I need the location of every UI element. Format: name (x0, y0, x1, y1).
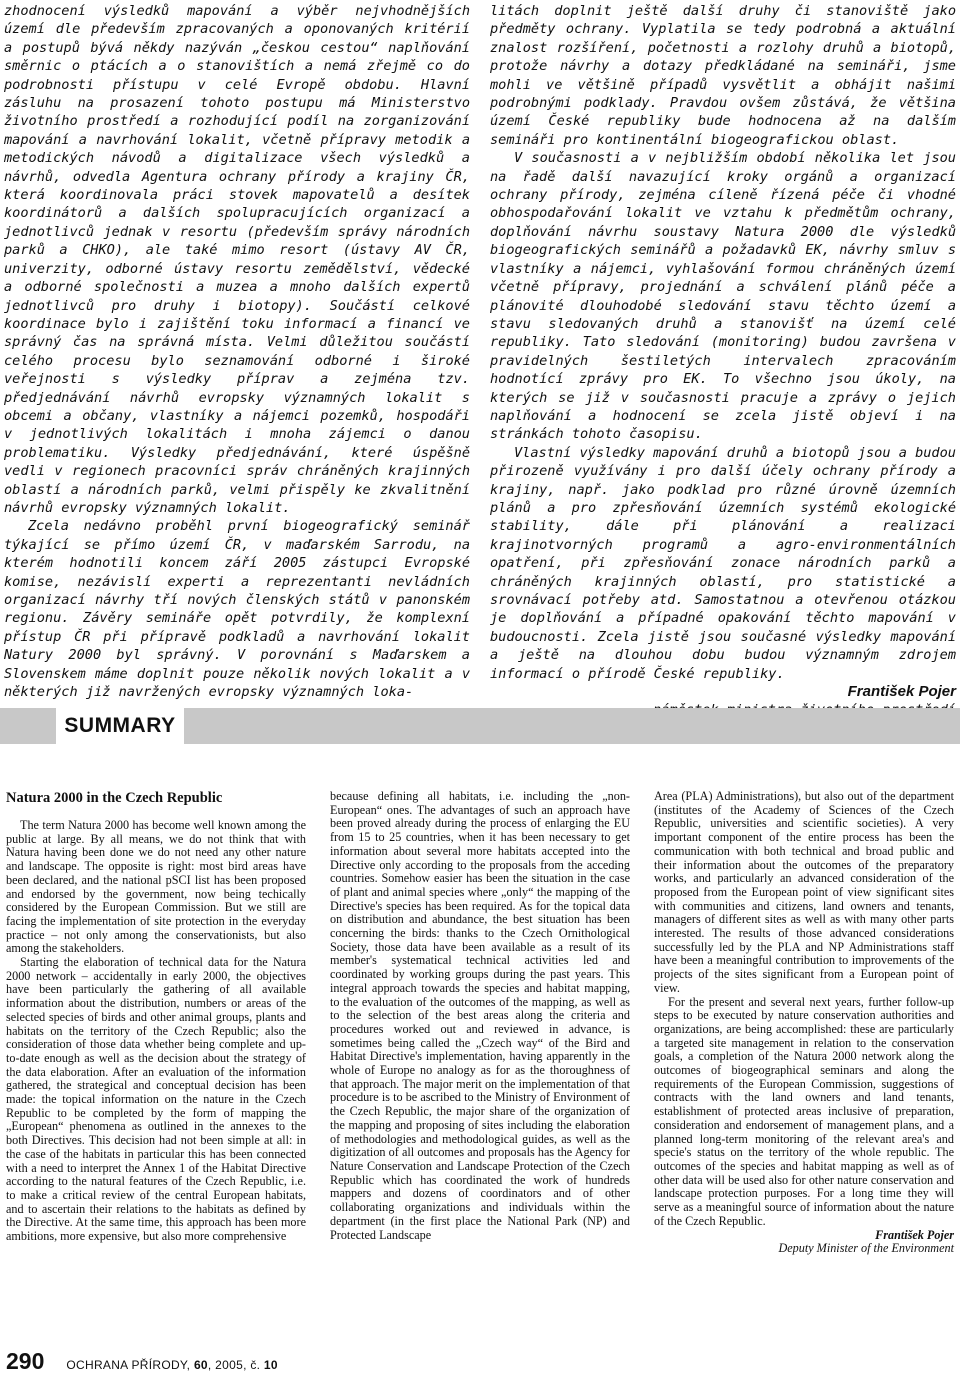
english-article-title: Natura 2000 in the Czech Republic (6, 790, 223, 806)
summary-heading: SUMMARY (56, 708, 184, 744)
czech-text-column-left (4, 2, 470, 701)
czech-paragraph: litách doplnit ještě další druhy či stanoviště jako předměty ochrany. Vyplatila se tedy podrobná a aktuální znalost rozšíření, početnosti a rozlohy druhů a biotopů, protože návrhy a dotazy předkládané na semináři, jsme mohli ve většině případů vysvětlit a obhájit našimi podrobnými podklady. Pravdou ovšem zůstává, že většina území České republiky bude hodnocena až na dalším semináři pro kontinentální biogeografickou oblast. (490, 3, 956, 148)
english-signature-name: František Pojer (875, 1227, 954, 1242)
czech-paragraph: zhodnocení výsledků mapování a výběr nejvhodnějších území dle především zpracovaných a oponovaných kritérií a postupů bývá někdy nazýván „českou cestou“ naplňování směrnic o ptácích a o stanovištích a nemá zřejmě co do podrobnosti přístupu v celé Evropě obdobu. Hlavní zásluhu na prosazení tohoto postupu má Ministerstvo životního prostředí a rozhodující podíl na zorganizování mapování a navrhování lokalit, včetně přípravy metodik a metodických návodů a digitalizace všech výsledků a návrhů, odvedla Agentura ochrany přírody a krajiny ČR, která koordinovala práci stovek mapovatelů a desítek koordinátorů a dalších spolupracujících organizací a jednotlivců jednak v resortu (především správy národních parků a CHKO), ale také mimo resort (ústavy AV ČR, univerzity, odborné ústavy resortu zemědělství, vědecké a odborné společnosti a muzea a mnoho dalších expertů jednotlivců pro druhy i biotopy). Součástí celkové koordinace bylo i zajištění toku informací a financí ve správný čas na správná místa. Velmi důležitou součástí celého procesu bylo seznamování odborné i široké veřejnosti s výsledky příprav a zejména tzv. předjednávání návrhů evropsky významných lokalit s obcemi a občany, vlastníky a nájemci pozemků, hospodáři v jednotlivých lokalitách i mnoha zájemci o danou problematiku. Výsledky předjednávání, které úspěšně vedli v regionech pracovníci správ chráněných krajinných oblastí a národních parků, velmi přispěly ke zkvalitnění návrhů evropsky významných lokalit. (4, 3, 470, 516)
czech-paragraph: Vlastní výsledky mapování druhů a biotopů jsou a budou přirozeně využívány i pro další účely ochrany přírody a krajiny, např. jako podklad pro různé úrovně územních plánů a pro zpřesňování územních systémů ekologické stability, dále při plánování a realizaci krajinotvorných programů a agro-environmentálních opatření, při zpřesňování zonace národních parků a chráněných krajinných oblastí, pro statistické a srovnávací potřeby atd. Samostatnou a otevřenou otázkou je doplňování a případné opakování těchto mapování v budoucnosti. Zcela jistě jsou současné výsledky mapování a ještě na dlouhou dobu budou významným zdrojem informací o přírodě České republiky. (490, 444, 956, 682)
page-number: 290 (6, 1348, 45, 1374)
english-paragraph: The term Natura 2000 has become well known among the public at large. By all means, we do not think that with Natura having been done we do not need any other nature and landscape. The opposite is right: most bird areas have been declared, and the national pSCI list has been proposed and endorsed by the government, now being techically considered by the European Commission. But we still are facing the implementation of site protection in the everyday practice – not only among the conservationists, but also among the stakeholders. (6, 818, 306, 956)
czech-signature-name: František Pojer (847, 683, 956, 701)
english-paragraph: Starting the elaboration of technical data for the Natura 2000 network – accidentally in early 2000, the objectives have been particularly the gathering of all available information about the distribution, numbers or areas of the selected species of birds and other animal groups, plants and habitats on the territory of the Czech Republic; also the consideration of those data whether being complete and up-to-date enough as well as the decision about the strategy of the data elaboration. After an evaluation of the information gathered, the strategical and conceptual decision has been made: the topical information on the nature in the Czech Republic to be completed by the form of mapping the „European“ phenomena as outlined in the annexes to the both Directives. This decision had not been simple at all: in the case of the habitats in particular this has been connected with a need to interpret the Annex 1 of the Habitat Directive according to the natural features of the Czech Republic, i.e. to make a critical review of the central European habitats, and to ascertain their relations to the habitats as defined by the Directive. At the same time, this approach has been more ambitions, more expensive, but also more comprehensive (6, 955, 306, 1244)
journal-name: OCHRANA PŘÍRODY, (66, 1358, 194, 1372)
czech-paragraph: Zcela nedávno proběhl první biogeografický seminář týkající se přímo území ČR, v maďarském Sarrodu, na kterém hodnotili koncem září 2005 zástupci Evropské komise, nezávislí experti a reprezentanti nevládních organizací návrhy tří nových členských států v panonském regionu. Závěry semináře opět potvrdily, že komplexní přístup ČR při přípravě podkladů a navrhování lokalit Natury 2000 byl správný. V porovnání s Maďarskem a Slovenskem máme doplnit pouze několik nových lokalit a v některých již navržených evropsky významných loka- (4, 518, 470, 701)
english-paragraph: because defining all habitats, i.e. including the „non-European“ ones. The advantages of such an approach have been proved already during the process of enlarging the EU from 15 to 25 countries, when it has been necessary to get information about several more habitats accepted into the Directive only according to the proposals from the acceding countries. Somehow easier has been the situation in the case of plant and animal species where „only“ the mapping of the Directive's species has been required. As for the topical data on distribution and abundance, the best situation has been concerning the birds: thanks to the Czech Ornithological Society, those data have been available as a result of its member's systematical technical activities led and coordinated by working groups during the past years. This integral approach towards the species and habitat mapping, to the evaluation of the outcomes of the mapping, as well as to the selection of the best areas along the criteria and procedures worked out and reviewed in advance, is sometimes being called the „Czech way“ of the Bird and Habitat Directive's implementation, having apparently in the whole of Europe no analogy as for as the thoroughness of that approach. The major merit on the implementation of that procedure is to be ascribed to the Ministry of Environment of the Czech Republic, the major share of the organization of the mapping and proposing of sites including the elaboration of methodologies and methodological guides, as well as the digitization of all outcomes and proposals has the Agency for Nature Conservation and Landscape Protection of the Czech Republic which has coordinated the work of hundreds mappers and dozens of coordinators and of other collaborating organizations and individuals within the department (in the first place the National Park (NP) and Protected Landscape (330, 789, 630, 1242)
english-column-2 (330, 790, 630, 1242)
czech-paragraph: V současnosti a v nejbližším období několika let jsou na řadě další navazující kroky orgánů a organizací ochrany přírody, zejména cíleně řízená péče či vhodné obhospodařování lokalit ve vztahu k předmětům ochrany, doplňování návrhu soustavy Natura 2000 dle výsledků biogeografických seminářů a požadavků EK, návrhy smluv s vlastníky a nájemci, vyhlašování formou chráněných území včetně přípravy, projednání a schválení plánů péče a plánovité dlouhodobé sledování stavu těchto území a stavu sledovaných druhů a stanovišť na území celé republiky. Tato sledování (monitoring) budou završena v pravidelných šestiletých intervalech zpracováním hodnotící zprávy pro EK. To všechno jsou úkoly, na kterých se již v současnosti pracuje a zprávy o jejich naplňování a hodnocení se zcela jistě objeví i na stránkách tohoto časopisu. (490, 150, 956, 443)
page-footer (6, 1348, 278, 1372)
czech-text-column-right (490, 2, 956, 720)
english-signature-title: Deputy Minister of the Environment (778, 1241, 954, 1256)
journal-issue: 10 (263, 1358, 278, 1372)
english-paragraph: For the present and several next years, further follow-up steps to be executed by nature conservation authorities and organizations, are being accomplished: these are particularly a targeted site management in relation to the conservation goals, a completion of the Natura 2000 network along the outcomes of biogeographical seminars and along the requirements of the European Commission, suggestions of contracts with the land owners and land tenants, establishment of protected areas inclusive of preparation, consideration and endorsement of management plans, and a planned long-term monitoring of the relevant area's and specie's status on the territory of the whole republic. The outcomes of the species and habitat mapping as well as of other data will be used also for other nature conservation and landscape protection purposes. For a long time they will serve as a meaningful source of information about the nature of the Czech Republic. (654, 994, 954, 1228)
english-column-1 (6, 790, 306, 1244)
english-column-3 (654, 790, 954, 1256)
journal-citation (66, 1358, 277, 1372)
journal-year: , 2005, č. (207, 1358, 264, 1372)
journal-volume: 60 (193, 1358, 208, 1372)
english-paragraph: Area (PLA) Administrations), but also out of the department (institutes of the Academy of Sciences of the Czech Republic, universities and scientific societies). A very important component of the entire process has been the communication with both technical and broad public and their information about the outcomes of the preparatory works, and particularly an advanced consideration of the proposed from the European point of view significant sites with communities and citizens, land owners and tenants, managers of different sites as well as with many other parts interested. The results of those advanced considerations successfully led by the PLA and NP Administrations staff have been a meaningful contribution to improvements of the projects of the sites significant from a European point of view. (654, 789, 954, 995)
